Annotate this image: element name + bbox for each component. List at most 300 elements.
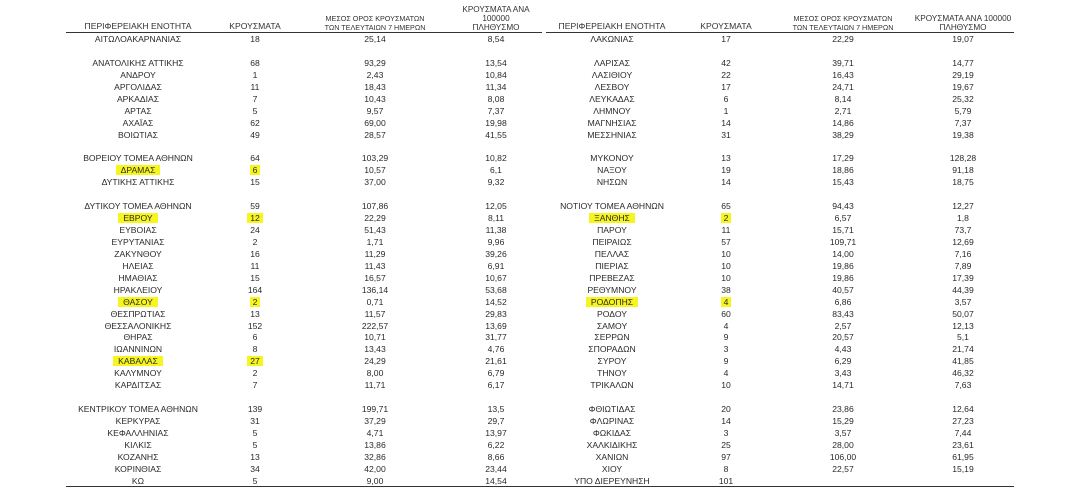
cases-cell-text: 6 [252,332,258,343]
region-cell-text: ΦΛΩΡΙΝΑΣ [589,416,635,426]
region-cell-text: ΛΕΣΒΟΥ [594,81,630,92]
region-cell-text: ΚΑΡΔΙΤΣΑΣ [114,380,162,391]
avg-cell-text: 83,43 [832,308,854,319]
cases-cell-text: 1 [723,105,729,116]
avg-cell [774,58,912,70]
region-cell-text: ΞΑΝΘΗΣ [589,213,635,223]
per100k-cell [912,428,1014,440]
avg-cell-text: 199,71 [361,404,389,415]
region-cell-text: ΜΥΚΟΝΟΥ [590,153,634,164]
cases-cell-text: 13 [721,153,731,164]
table-row [66,464,542,476]
table-row [546,440,1014,452]
avg-cell-text: 14,71 [832,380,854,391]
per100k-cell-text: 3,57 [954,296,972,307]
region-cell [66,428,210,440]
region-cell-text: ΚΕΝΤΡΙΚΟΥ ΤΟΜΕΑ ΑΘΗΝΩΝ [78,404,198,415]
table-row [66,237,542,249]
avg-cell-text: 106,00 [829,451,857,462]
per100k-cell [450,201,542,213]
per100k-cell [450,464,542,476]
cases-cell-text: 11 [250,260,260,271]
table-body [546,34,1014,488]
per100k-cell [912,177,1014,189]
per100k-cell-text: 27,23 [952,416,974,426]
cases-cell-text: 38 [721,284,731,295]
table-row [66,177,542,189]
region-cell-text: ΑΡΓΟΛΙΔΑΣ [114,81,162,92]
cases-cell [210,368,300,380]
per100k-cell-text: 11,38 [485,225,507,235]
region-cell [546,106,678,118]
cases-cell [678,428,774,440]
cases-cell [210,285,300,297]
cases-cell [678,58,774,70]
region-cell-text: ΦΩΚΙΔΑΣ [592,427,632,438]
cases-cell [210,309,300,321]
per100k-cell-text: 41,85 [952,356,974,367]
per100k-cell [450,249,542,261]
region-cell-text: ΣΑΜΟΥ [596,320,628,331]
avg-cell [300,452,450,464]
per100k-cell [450,106,542,118]
per100k-cell-text: 19,67 [952,81,974,92]
table-row [546,58,1014,70]
per100k-cell [450,321,542,333]
avg-cell [300,237,450,249]
region-cell-text: ΣΠΟΡΑΔΩΝ [588,344,636,355]
cases-cell [210,213,300,225]
spacer-row [546,392,1014,404]
avg-cell-text: 10,57 [364,165,386,176]
header-avg-line1: ΜΕΣΟΣ ΟΡΟΣ ΚΡΟΥΣΜΑΤΩΝ [793,14,893,23]
table-row [66,34,542,46]
header-per-100k [912,14,1014,32]
cases-cell [678,285,774,297]
per100k-cell-text: 6,79 [487,368,505,379]
table-row [546,261,1014,273]
table-row [546,118,1014,130]
cases-cell [210,452,300,464]
region-cell-text: ΑΡΚΑΔΙΑΣ [116,93,160,104]
header-avg-line2: ΤΩΝ ΤΕΛΕΥΤΑΙΩΝ 7 ΗΜΕΡΩΝ [324,23,426,32]
avg-cell [774,70,912,82]
cases-cell [210,177,300,189]
cases-cell-text: 20 [721,404,731,415]
per100k-cell [450,380,542,392]
region-cell-text: ΠΡΕΒΕΖΑΣ [589,272,635,283]
cases-cell-text: 101 [718,475,734,486]
avg-cell [774,34,912,46]
region-cell-text: ΣΥΡΟΥ [597,356,627,367]
cases-cell [678,130,774,142]
avg-cell-text: 9,57 [366,105,384,116]
per100k-cell [912,273,1014,285]
avg-cell [774,273,912,285]
avg-cell-text: 15,71 [832,225,854,235]
region-cell [546,464,678,476]
per100k-cell [912,130,1014,142]
avg-cell [300,70,450,82]
avg-cell [300,464,450,476]
avg-cell-text: 28,00 [832,439,854,450]
avg-cell-text: 25,14 [364,34,386,44]
region-cell [66,285,210,297]
cases-cell-text: 5 [252,475,258,486]
cases-cell [678,321,774,333]
table-row [66,201,542,213]
cases-cell [678,34,774,46]
region-cell [546,249,678,261]
table-row [546,82,1014,94]
avg-cell-text: 51,43 [364,225,386,235]
table-row [546,70,1014,82]
table-row [66,356,542,368]
cases-cell-text: 152 [247,320,263,331]
region-cell-text: ΖΑΚΥΝΘΟΥ [114,248,162,259]
region-cell-text: ΡΕΘΥΜΝΟΥ [587,284,637,295]
avg-cell-text: 39,71 [832,57,854,68]
cases-cell-text: 16 [250,248,260,259]
region-cell-text: ΘΕΣΣΑΛΟΝΙΚΗΣ [104,320,172,331]
per100k-cell-text: 13,5 [487,404,505,415]
cases-cell [210,225,300,237]
cases-cell-text: 5 [252,427,258,438]
cases-cell [210,297,300,309]
avg-cell-text: 109,71 [829,236,857,247]
avg-cell [774,321,912,333]
cases-cell [678,368,774,380]
per100k-cell-text: 13,97 [485,427,507,438]
region-cell-text: ΚΩ [131,475,145,486]
per100k-cell-text: 17,39 [952,272,974,283]
cases-cell-text: 27 [247,356,263,366]
cases-cell [210,165,300,177]
avg-cell-text: 17,29 [832,153,854,164]
region-cell-text: ΧΑΝΙΩΝ [595,451,629,462]
avg-cell [300,356,450,368]
region-cell [66,416,210,428]
cases-cell [678,261,774,273]
region-cell-text: ΚΕΡΚΥΡΑΣ [115,416,161,426]
table-row [66,416,542,428]
table-row [546,356,1014,368]
per100k-cell-text: 23,44 [485,463,507,474]
region-cell-text: ΡΟΔΟΠΗΣ [586,297,638,307]
table-row [546,321,1014,333]
avg-cell-text: 9,00 [366,475,384,486]
avg-cell [300,249,450,261]
cases-cell [678,249,774,261]
per100k-cell [912,297,1014,309]
cases-cell [210,106,300,118]
cases-cell [210,344,300,356]
avg-cell-text: 11,57 [364,308,386,319]
avg-cell [300,285,450,297]
per100k-cell-text: 12,64 [952,404,974,415]
cases-cell-text: 68 [250,57,260,68]
cases-cell [678,106,774,118]
avg-cell-text: 16,57 [364,272,386,283]
per100k-cell-text: 53,68 [485,284,507,295]
region-cell [546,380,678,392]
region-cell-text: ΙΩΑΝΝΙΝΩΝ [113,344,163,355]
region-cell [546,237,678,249]
header-avg-line2: ΤΩΝ ΤΕΛΕΥΤΑΙΩΝ 7 ΗΜΕΡΩΝ [792,23,894,32]
region-cell-text: ΑΝΑΤΟΛΙΚΗΣ ΑΤΤΙΚΗΣ [92,57,184,68]
per100k-cell [912,106,1014,118]
avg-cell-text: 37,00 [364,177,386,188]
per100k-cell [912,213,1014,225]
table-header [66,5,542,33]
cases-cell [210,416,300,428]
per100k-cell [912,165,1014,177]
cases-cell-text: 10 [721,260,731,271]
per100k-cell [912,380,1014,392]
cases-cell [678,416,774,428]
avg-cell [300,118,450,130]
region-cell-text: ΗΡΑΚΛΕΙΟΥ [113,284,163,295]
cases-cell-text: 22 [721,69,731,80]
cases-cell [210,58,300,70]
per100k-cell-text: 21,61 [485,356,507,367]
table-row [66,153,542,165]
region-cell [546,332,678,344]
per100k-cell-text: 23,61 [952,439,974,450]
avg-cell [300,106,450,118]
per100k-cell [450,428,542,440]
region-cell [66,177,210,189]
per100k-cell-text: 9,96 [487,236,505,247]
avg-cell [774,356,912,368]
avg-cell-text: 14,00 [832,248,854,259]
per100k-cell-text: 4,76 [487,344,505,355]
cases-cell [678,297,774,309]
per100k-cell-text: 91,18 [952,165,974,176]
per100k-cell-text: 12,69 [952,236,974,247]
avg-cell [300,368,450,380]
per100k-cell [912,440,1014,452]
cases-cell [210,34,300,46]
cases-cell-text: 17 [721,81,731,92]
per100k-cell [450,237,542,249]
region-cell [66,153,210,165]
region-cell [546,297,678,309]
spacer-row [546,189,1014,201]
header-cases: ΚΡΟΥΣΜΑΤΑ [229,21,281,31]
region-cell [546,344,678,356]
per100k-cell [912,416,1014,428]
cases-cell-text: 8 [723,463,729,474]
region-cell-text: ΡΟΔΟΥ [597,308,627,319]
region-cell-text: ΠΙΕΡΙΑΣ [595,260,629,271]
region-cell [66,321,210,333]
table-row [66,82,542,94]
cases-cell-text: 60 [721,308,731,319]
avg-cell [300,34,450,46]
per100k-cell [450,165,542,177]
per100k-cell-text: 7,89 [954,260,972,271]
table-row [546,34,1014,46]
region-cell-text: ΧΑΛΚΙΔΙΚΗΣ [586,439,638,450]
table-row [546,225,1014,237]
per100k-cell [450,356,542,368]
table-row [66,261,542,273]
avg-cell-text: 28,57 [364,129,386,140]
per100k-cell [450,70,542,82]
table-row [66,249,542,261]
avg-cell-text: 93,29 [364,57,386,68]
per100k-cell-text: 31,77 [485,332,507,343]
per100k-cell-text: 41,55 [485,129,507,140]
per100k-cell [450,58,542,70]
avg-cell-text: 69,00 [364,117,386,128]
per100k-cell-text: 29,7 [487,416,505,426]
avg-cell [300,225,450,237]
per100k-cell-text: 29,19 [952,69,974,80]
avg-cell-text: 4,71 [366,427,384,438]
per100k-cell-text: 8,11 [487,213,505,224]
region-cell-text: ΚΟΡΙΝΘΙΑΣ [114,463,162,474]
table-row [546,404,1014,416]
avg-cell [774,94,912,106]
per100k-cell-text: 13,54 [485,57,507,68]
cases-cell [678,452,774,464]
header-per100k-line1: ΚΡΟΥΣΜΑΤΑ ΑΝΑ 100000 [914,14,1012,23]
region-cell [546,416,678,428]
per100k-cell-text: 6,17 [487,380,505,391]
cases-cell [678,356,774,368]
table-row [66,309,542,321]
cases-cell-text: 6 [250,165,261,175]
region-cell-text: ΗΛΕΙΑΣ [122,260,154,271]
region-cell [66,297,210,309]
region-cell [546,309,678,321]
cases-cell [210,332,300,344]
cases-cell [210,201,300,213]
cases-cell-text: 13 [250,308,260,319]
region-cell [546,273,678,285]
table-row [546,106,1014,118]
region-cell-text: ΒΟΙΩΤΙΑΣ [118,129,158,140]
region-cell-text: ΝΟΤΙΟΥ ΤΟΜΕΑ ΑΘΗΝΩΝ [560,201,664,212]
spacer-row [66,392,542,404]
avg-cell [300,213,450,225]
cases-cell [678,70,774,82]
per100k-cell [450,332,542,344]
avg-cell-text: 10,43 [364,93,386,104]
region-cell-text: ΑΝΔΡΟΥ [120,69,156,80]
region-cell [546,321,678,333]
avg-cell [300,428,450,440]
table-row [66,273,542,285]
per100k-cell-text: 18,75 [952,177,974,188]
avg-cell-text: 13,43 [364,344,386,355]
region-cell [66,94,210,106]
cases-cell [678,273,774,285]
avg-cell-text: 13,86 [364,439,386,450]
cases-cell-text: 5 [252,439,258,450]
avg-cell-text: 8,14 [834,93,852,104]
avg-cell [300,416,450,428]
avg-cell [774,344,912,356]
table-row [546,464,1014,476]
per100k-cell-text: 39,26 [485,248,507,259]
cases-cell-text: 31 [250,416,260,426]
avg-cell-text: 103,29 [361,153,389,164]
cases-cell-text: 11 [250,81,260,92]
region-cell [66,368,210,380]
per100k-cell [912,404,1014,416]
region-cell [546,201,678,213]
avg-cell [300,201,450,213]
cases-cell [210,428,300,440]
avg-cell [300,380,450,392]
avg-cell [774,201,912,213]
avg-cell [300,309,450,321]
cases-cell-text: 34 [250,463,260,474]
region-cell-text: ΑΙΤΩΛΟΑΚΑΡΝΑΝΙΑΣ [94,34,182,44]
cases-cell-text: 25 [721,439,731,450]
avg-cell [774,213,912,225]
per100k-cell-text: 1,8 [957,213,969,224]
region-cell [66,380,210,392]
cases-cell-text: 4 [721,297,732,307]
avg-cell-text: 15,43 [832,177,854,188]
region-cell-text: ΛΑΣΙΘΙΟΥ [591,69,633,80]
per100k-cell [450,130,542,142]
region-cell-text: ΠΕΙΡΑΙΩΣ [592,236,632,247]
per100k-cell-text: 10,84 [485,69,507,80]
avg-cell [300,165,450,177]
cases-cell [210,70,300,82]
cases-cell-text: 18 [250,34,260,44]
region-cell [66,213,210,225]
per100k-cell-text: 12,13 [952,320,974,331]
avg-cell-text: 18,86 [832,165,854,176]
table-row [66,344,542,356]
per100k-cell-text: 46,32 [952,368,974,379]
cases-cell-text: 19 [721,165,731,176]
table-row [546,213,1014,225]
cases-cell-text: 5 [252,105,258,116]
table-row [66,70,542,82]
avg-cell-text: 6,29 [834,356,852,367]
per100k-cell-text: 10,82 [485,153,507,164]
header-region: ΠΕΡΙΦΕΡΕΙΑΚΗ ΕΝΟΤΗΤΑ [558,21,666,31]
avg-cell-text: 10,71 [364,332,386,343]
per100k-cell [912,249,1014,261]
region-cell-text: ΝΑΞΟΥ [597,165,627,176]
region-cell [66,273,210,285]
cases-cell [678,309,774,321]
per100k-cell-text: 19,07 [952,34,974,44]
table-row [66,165,542,177]
per100k-cell [450,177,542,189]
cases-cell-text: 10 [721,272,731,283]
avg-cell-text: 16,43 [832,69,854,80]
avg-cell-text: 23,86 [832,404,854,415]
per100k-cell-text: 73,7 [954,225,972,235]
per100k-cell-text: 14,52 [485,296,507,307]
per100k-cell-text: 8,54 [487,34,505,44]
avg-cell-text: 19,86 [832,260,854,271]
table-row [66,118,542,130]
avg-cell [774,380,912,392]
per100k-cell-text: 12,27 [952,201,974,212]
region-cell-text: ΜΑΓΝΗΣΙΑΣ [587,117,637,128]
region-cell [546,94,678,106]
